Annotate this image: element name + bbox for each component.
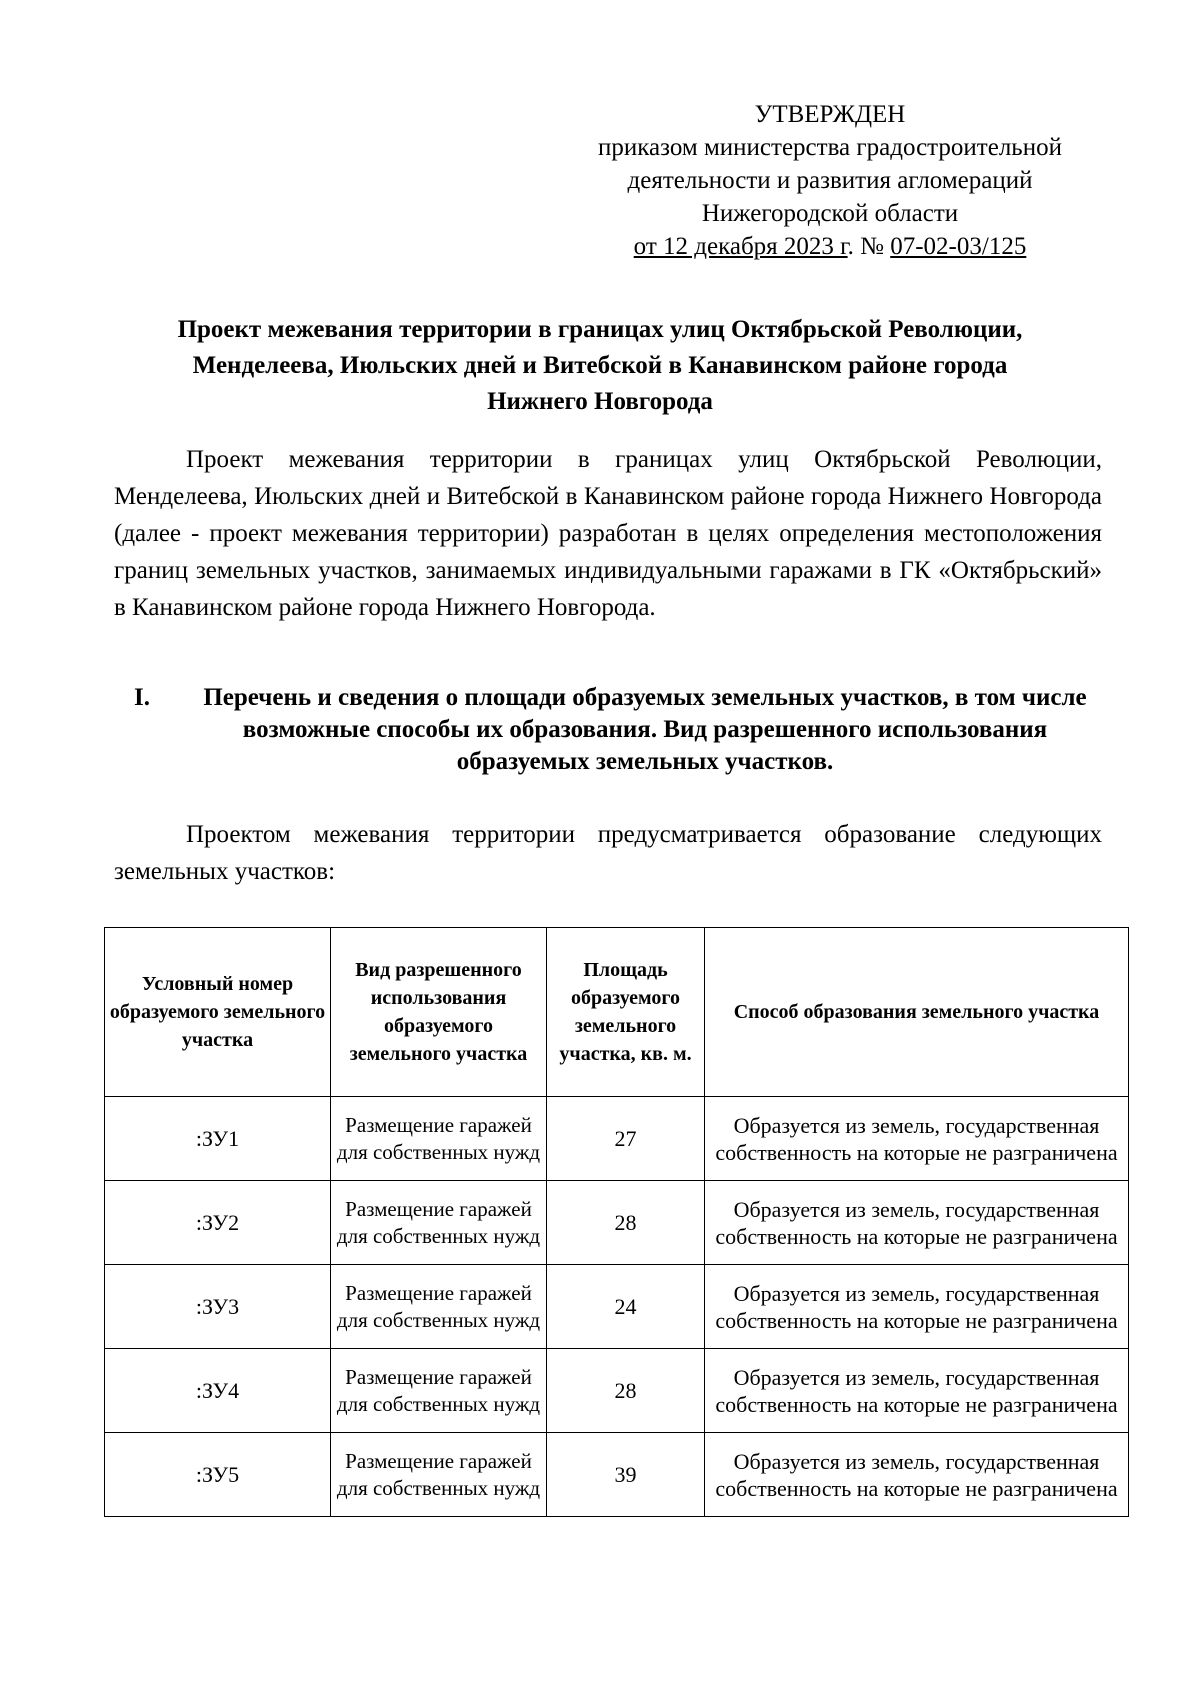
cell-plot-number: :ЗУ4 — [105, 1349, 331, 1433]
cell-permitted-use: Размещение гаражей для собственных нужд — [331, 1433, 547, 1517]
document-title: Проект межевания территории в границах улиц Октябрьской Революции, Менделеева, Июльских дней и Витебской в Канавинском районе города Нижнего Новгорода — [177, 316, 1023, 415]
intro-paragraph: Проект межевания территории в границах улиц Октябрьской Революции, Менделеева, Июльских дней и Витебской в Канавинском районе города Нижнего Новгорода (далее - проект межевания территории) разработан в целях определения местоположения границ земельных участков, занимаемых индивидуальными гаражами в ГК «Октябрьский» в Канавинском районе города Нижнего Новгорода. — [114, 446, 1102, 621]
approval-number-sign: № — [860, 233, 891, 260]
section-title: Перечень и сведения о площади образуемых земельных участков, в том числе возможные способы их образования. Вид разрешенного использования образуемых земельных участков. — [203, 684, 1087, 775]
approval-block — [560, 98, 1100, 263]
table-row — [105, 1349, 1129, 1433]
approval-line: приказом министерства градостроительной — [598, 134, 1062, 161]
header-formation-method: Способ образования земельного участка — [705, 928, 1129, 1097]
cell-area: 27 — [547, 1097, 705, 1181]
cell-plot-number: :ЗУ1 — [105, 1097, 331, 1181]
approval-line: деятельности и развития агломераций — [627, 167, 1033, 194]
cell-plot-number: :ЗУ5 — [105, 1433, 331, 1517]
table-row — [105, 1433, 1129, 1517]
approval-dot: . — [847, 233, 861, 260]
table-row — [105, 1265, 1129, 1349]
cell-plot-number: :ЗУ3 — [105, 1265, 331, 1349]
approval-date-line — [560, 230, 1100, 263]
table-header-row — [105, 928, 1129, 1097]
approval-line: Нижегородской области — [701, 200, 959, 227]
section-heading — [134, 682, 1100, 778]
cell-area: 28 — [547, 1181, 705, 1265]
cell-formation-method: Образуется из земель, государственная собственность на которые не разграничена — [705, 1265, 1129, 1349]
section-number: I. — [134, 684, 150, 711]
cell-area: 24 — [547, 1265, 705, 1349]
table-row — [105, 1097, 1129, 1181]
cell-permitted-use: Размещение гаражей для собственных нужд — [331, 1097, 547, 1181]
header-area: Площадь образуемого земельного участка, кв. м. — [547, 928, 705, 1097]
land-plots-table — [104, 927, 1129, 1517]
table-row — [105, 1181, 1129, 1265]
approval-heading: УТВЕРЖДЕН — [754, 101, 906, 128]
cell-area: 39 — [547, 1433, 705, 1517]
cell-formation-method: Образуется из земель, государственная собственность на которые не разграничена — [705, 1349, 1129, 1433]
cell-permitted-use: Размещение гаражей для собственных нужд — [331, 1265, 547, 1349]
header-plot-number: Условный номер образуемого земельного участка — [105, 928, 331, 1097]
header-permitted-use: Вид разрешенного использования образуемого земельного участка — [331, 928, 547, 1097]
cell-formation-method: Образуется из земель, государственная собственность на которые не разграничена — [705, 1181, 1129, 1265]
cell-permitted-use: Размещение гаражей для собственных нужд — [331, 1349, 547, 1433]
approval-number: 07-02-03/125 — [890, 233, 1027, 260]
cell-plot-number: :ЗУ2 — [105, 1181, 331, 1265]
approval-date: от 12 декабря 2023 г — [633, 233, 848, 260]
cell-area: 28 — [547, 1349, 705, 1433]
cell-permitted-use: Размещение гаражей для собственных нужд — [331, 1181, 547, 1265]
cell-formation-method: Образуется из земель, государственная собственность на которые не разграничена — [705, 1433, 1129, 1517]
lead-paragraph: Проектом межевания территории предусматривается образование следующих земельных участков: — [114, 821, 1102, 885]
cell-formation-method: Образуется из земель, государственная собственность на которые не разграничена — [705, 1097, 1129, 1181]
